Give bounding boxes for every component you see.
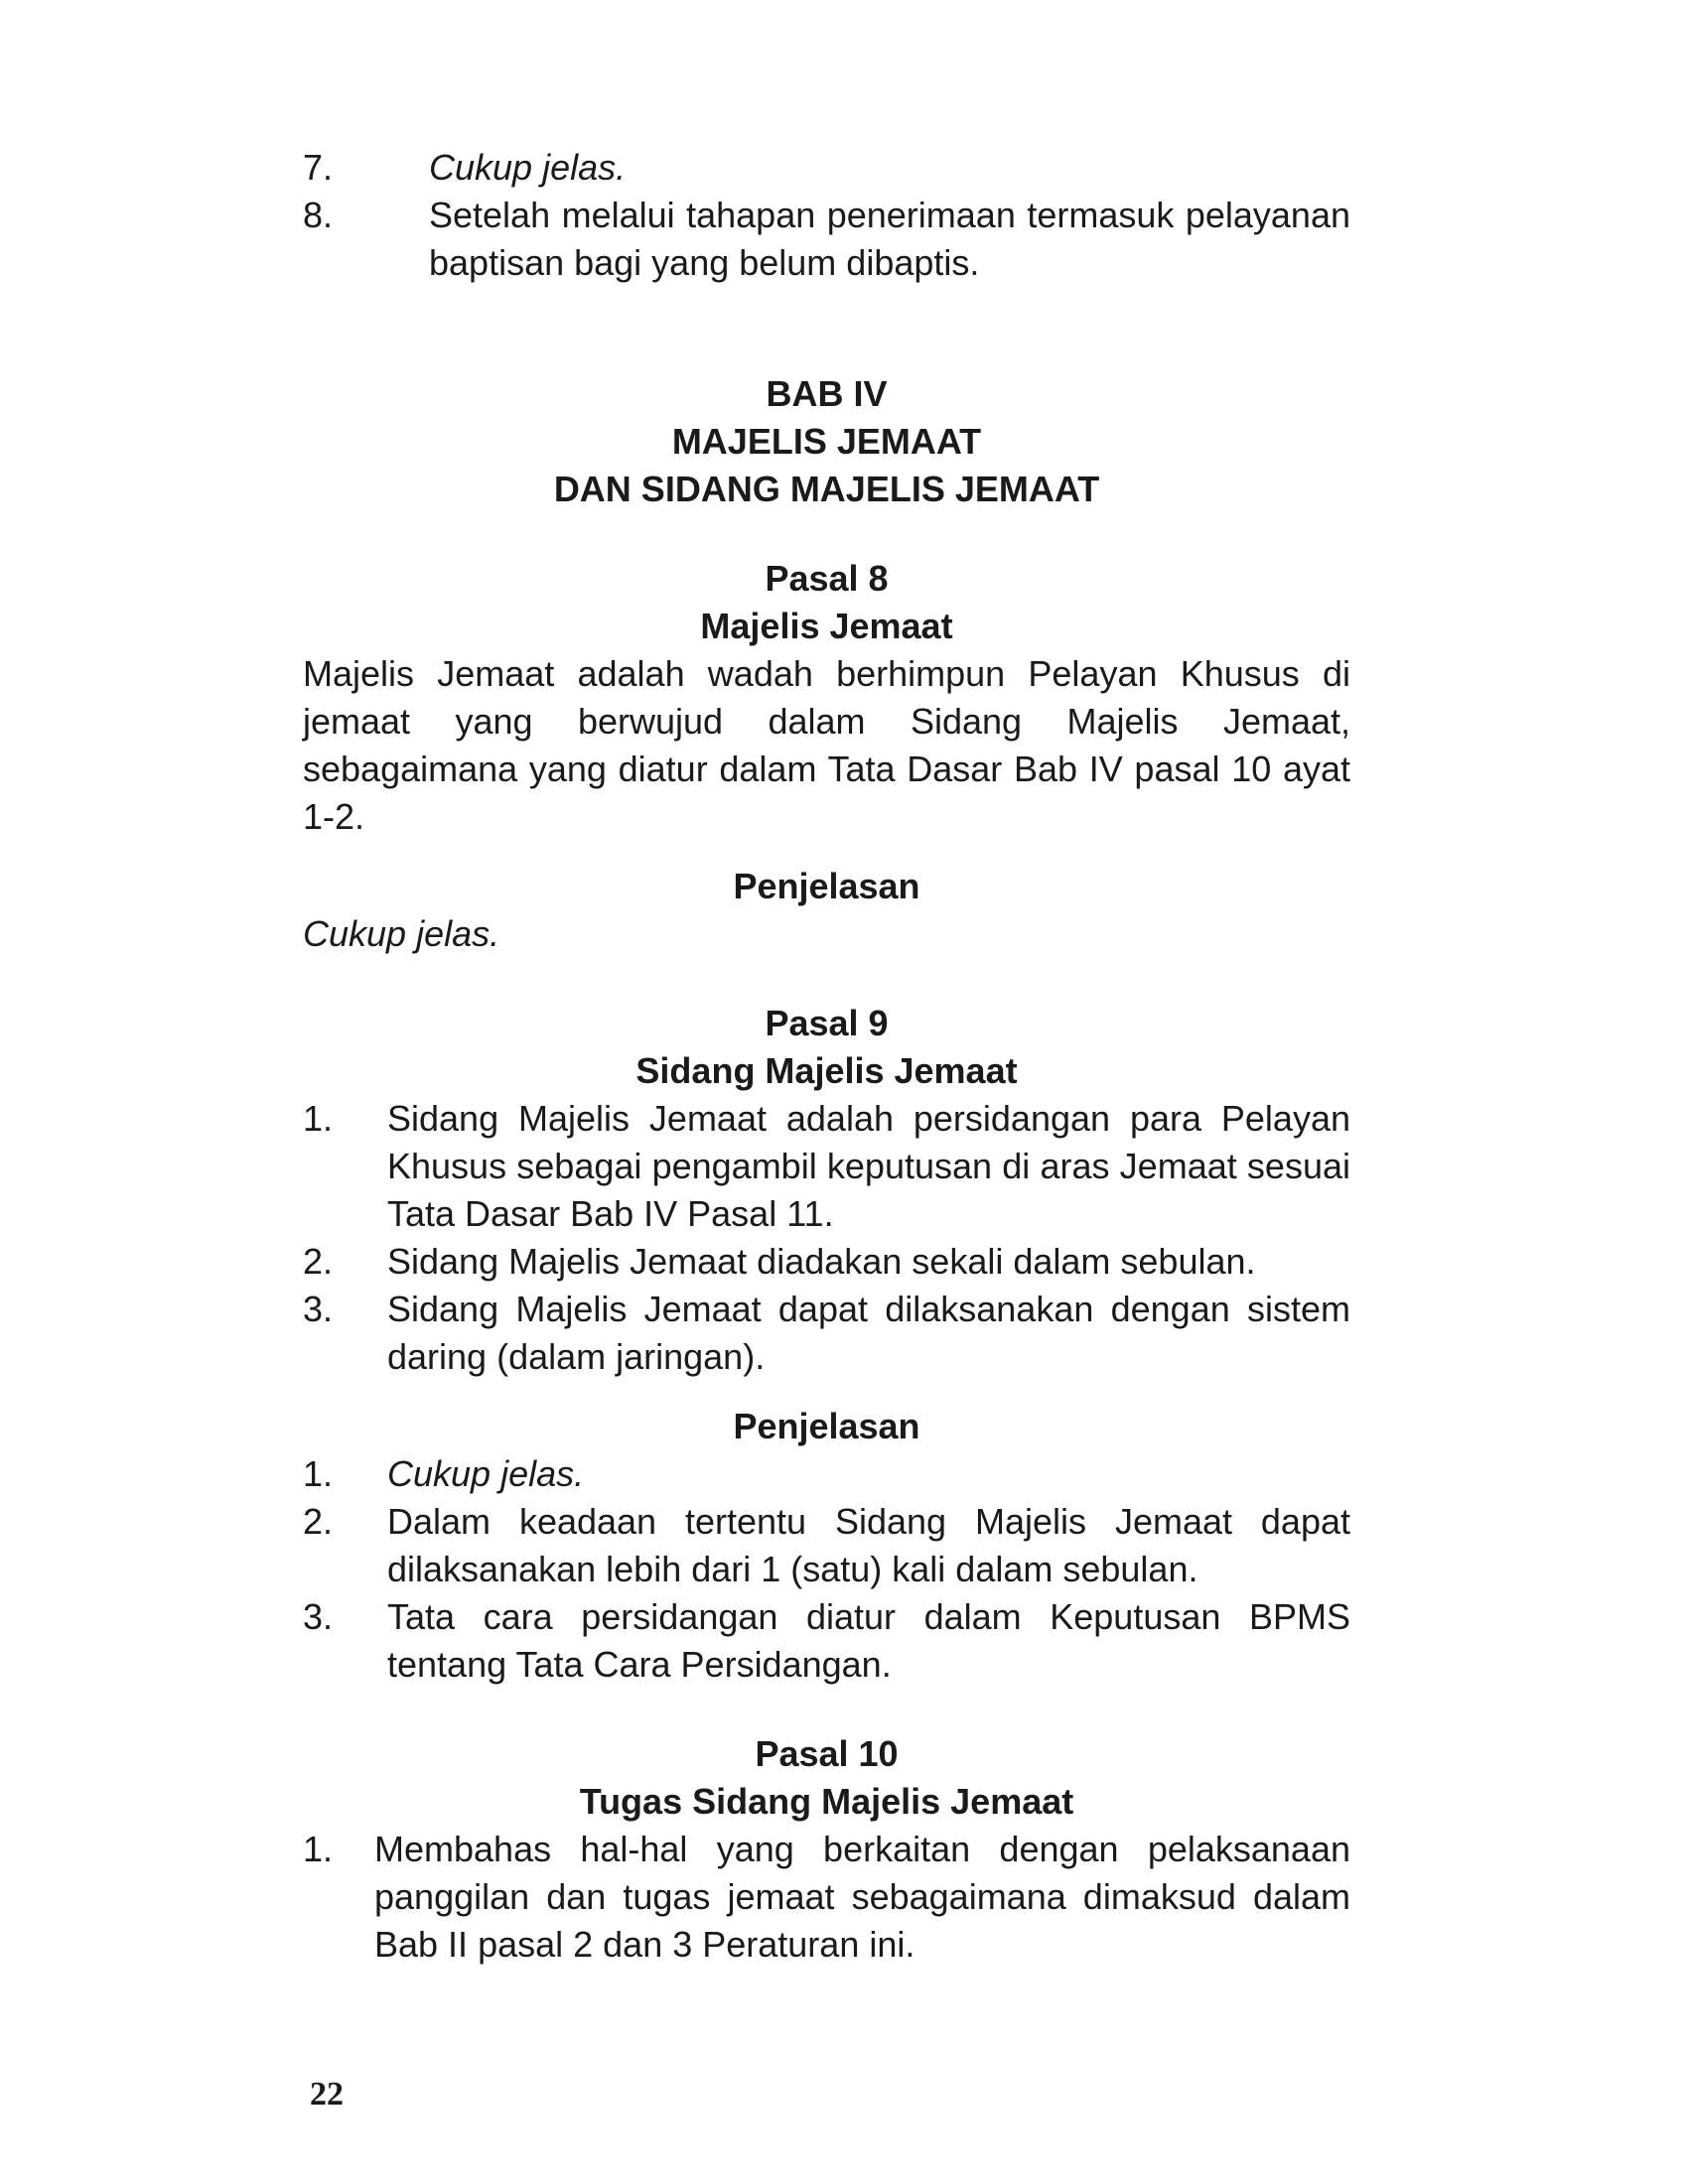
list-item-text: Sidang Majelis Jemaat diadakan sekali dalam sebulan. <box>387 1241 1256 1282</box>
list-item-number: 1. <box>303 1453 334 1494</box>
list-item <box>303 1450 1350 1498</box>
chapter-title-line-1: MAJELIS JEMAAT <box>671 421 982 462</box>
article-8-title: Majelis Jemaat <box>700 606 953 646</box>
list-item <box>303 1095 1350 1238</box>
article-9-list <box>303 1095 1350 1381</box>
list-item-number: 2. <box>303 1241 334 1282</box>
page-content <box>303 144 1350 1969</box>
list-item <box>303 1593 1350 1689</box>
list-item <box>303 144 1350 192</box>
article-8 <box>303 555 1350 958</box>
article-9 <box>303 1000 1350 1689</box>
article-9-explanation-heading: Penjelasan <box>733 1406 920 1446</box>
list-item-text: Sidang Majelis Jemaat dapat dilaksanakan dengan sistem daring (dalam jaringan). <box>387 1289 1350 1377</box>
list-item-number: 3. <box>303 1289 334 1329</box>
article-10 <box>303 1730 1350 1969</box>
article-8-explanation-text: Cukup jelas. <box>303 913 500 954</box>
chapter-heading <box>303 370 1350 513</box>
list-item-number: 1. <box>303 1098 334 1139</box>
list-item-text: Tata cara persidangan diatur dalam Keputusan BPMS tentang Tata Cara Persidangan. <box>387 1596 1350 1685</box>
list-item <box>303 1286 1350 1381</box>
list-item <box>303 1498 1350 1593</box>
list-item <box>303 1826 1350 1969</box>
list-item-text: Cukup jelas. <box>387 1453 585 1494</box>
continuation-list <box>303 144 1350 287</box>
article-10-number: Pasal 10 <box>755 1733 899 1774</box>
article-9-explanation-list <box>303 1450 1350 1689</box>
list-item <box>303 192 1350 287</box>
article-9-number: Pasal 9 <box>765 1003 889 1043</box>
list-item <box>303 1238 1350 1286</box>
article-9-title: Sidang Majelis Jemaat <box>635 1050 1018 1091</box>
article-10-title: Tugas Sidang Majelis Jemaat <box>579 1781 1074 1822</box>
list-item-number: 3. <box>303 1596 334 1637</box>
list-item-text: Cukup jelas. <box>429 147 627 188</box>
list-item-number: 2. <box>303 1501 334 1542</box>
list-item-text: Sidang Majelis Jemaat adalah persidangan para Pelayan Khusus sebagai pengambil keputusan di aras Jemaat sesuai Tata Dasar Bab IV Pasal 11. <box>387 1098 1350 1234</box>
list-item-text: Dalam keadaan tertentu Sidang Majelis Jemaat dapat dilaksanakan lebih dari 1 (satu) kali dalam sebulan. <box>387 1501 1350 1589</box>
article-8-explanation-heading: Penjelasan <box>733 866 920 906</box>
chapter-title-line-2: DAN SIDANG MAJELIS JEMAAT <box>553 469 1100 509</box>
article-8-number: Pasal 8 <box>765 558 889 599</box>
list-item-text: Membahas hal-hal yang berkaitan dengan pelaksanaan panggilan dan tugas jemaat sebagaimana dimaksud dalam Bab II pasal 2 dan 3 Peraturan ini. <box>374 1829 1350 1965</box>
article-8-paragraph: Majelis Jemaat adalah wadah berhimpun Pelayan Khusus di jemaat yang berwujud dalam Sidang Majelis Jemaat, sebagaimana yang diatur dalam Tata Dasar Bab IV pasal 10 ayat 1-2. <box>303 653 1350 837</box>
chapter-number: BAB IV <box>766 373 888 414</box>
page-number: 22 <box>310 2076 344 2113</box>
list-item-text: Setelah melalui tahapan penerimaan termasuk pelayanan baptisan bagi yang belum dibaptis. <box>429 195 1350 283</box>
list-item-number: 1. <box>303 1829 334 1869</box>
article-10-list <box>303 1826 1350 1969</box>
list-item-number: 8. <box>303 195 334 235</box>
list-item-number: 7. <box>303 147 334 188</box>
